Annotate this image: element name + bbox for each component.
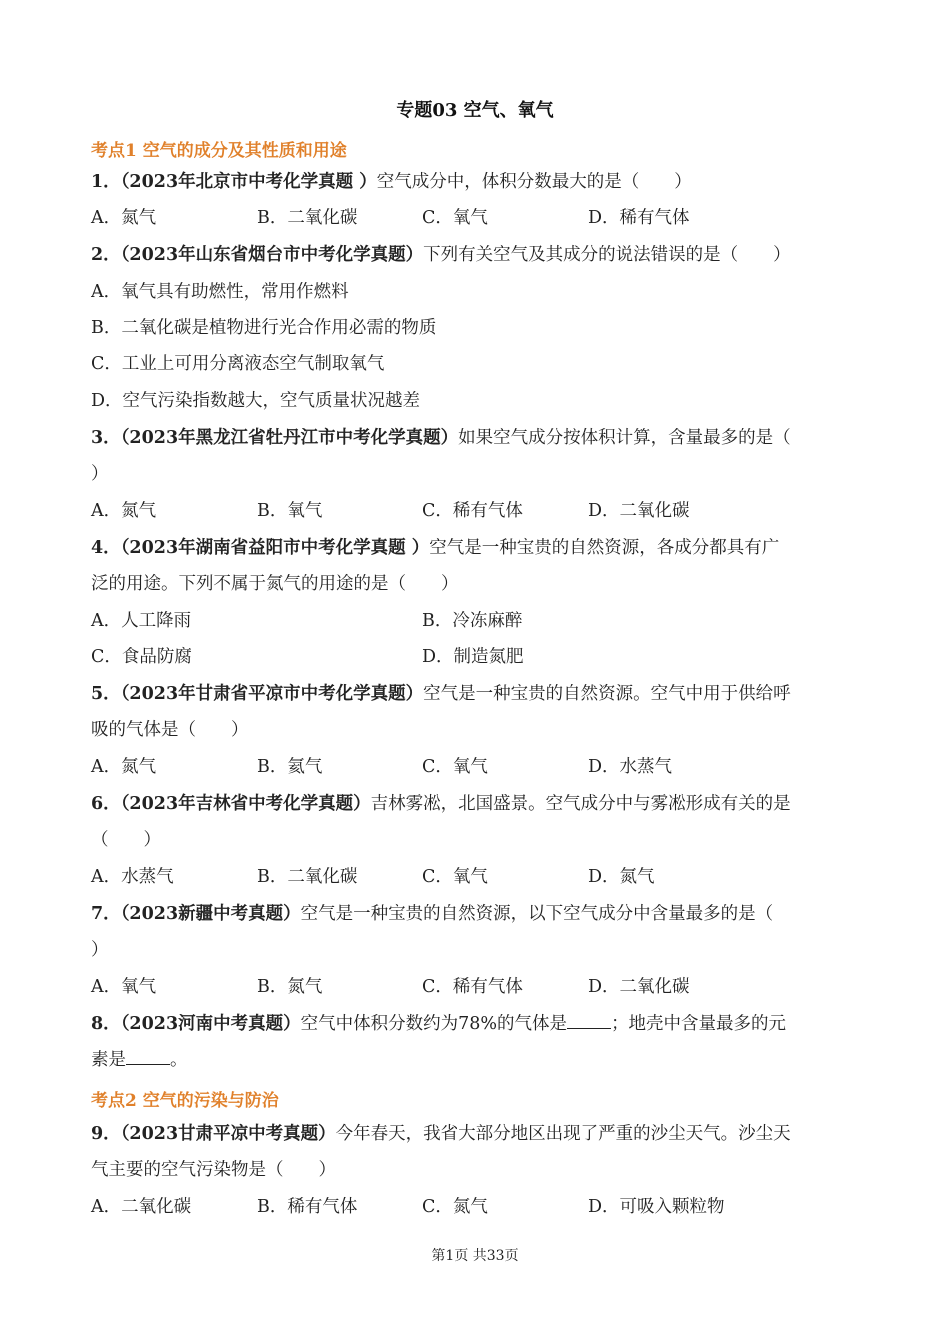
- section-heading-1: 考点1 空气的成分及其性质和用途: [91, 141, 347, 161]
- question-9-continued: 气主要的空气污染物是（ ）: [91, 1160, 336, 1180]
- question-4: [91, 536, 861, 560]
- question-text: 空气是一种宝贵的自然资源，以下空气成分中含量最多的是（: [300, 904, 774, 924]
- option-b: B．冷冻麻醉: [422, 611, 523, 631]
- question-text: 空气是一种宝贵的自然资源，各成分都具有广: [429, 538, 780, 558]
- option-c: C．氧气: [422, 208, 488, 228]
- option-d: D．二氧化碳: [588, 977, 690, 997]
- option-d: D．水蒸气: [588, 757, 673, 777]
- option-d: D．氮气: [588, 867, 655, 887]
- question-number: 6．: [91, 794, 121, 814]
- question-source: （2023年北京市中考化学真题 ）: [120, 172, 377, 192]
- question-text: 素是: [91, 1050, 126, 1070]
- question-text: 空气成分中，体积分数最大的是（ ）: [376, 172, 692, 192]
- question-text: 空气是一种宝贵的自然资源。空气中用于供给呼: [423, 684, 791, 704]
- option-c: C．稀有气体: [422, 501, 523, 521]
- option-a: A．氧气: [91, 977, 157, 997]
- option-c: C．氧气: [422, 867, 488, 887]
- question-5-continued: 吸的气体是（ ）: [91, 720, 249, 740]
- question-7: [91, 902, 861, 926]
- option-a: A．氮气: [91, 501, 157, 521]
- question-3-continued: ）: [91, 464, 109, 484]
- question-text: 。: [170, 1050, 188, 1070]
- page-title: 专题03 空气、氧气: [396, 100, 554, 121]
- question-text: 如果空气成分按体积计算，含量最多的是（: [458, 428, 791, 448]
- option-b: B．二氧化碳: [257, 867, 358, 887]
- option-b: B．氮气: [257, 977, 323, 997]
- question-source: （2023新疆中考真题）: [120, 904, 301, 924]
- question-source: （2023河南中考真题）: [120, 1014, 301, 1034]
- question-text: ；地壳中含量最多的元: [611, 1014, 787, 1034]
- section-heading-2: 考点2 空气的污染与防治: [91, 1091, 279, 1111]
- option-d: D．制造氮肥: [422, 647, 524, 667]
- question-number: 4．: [91, 538, 121, 558]
- option-b: B．二氧化碳: [257, 208, 358, 228]
- question-source: （2023年湖南省益阳市中考化学真题 ）: [120, 538, 430, 558]
- option-b: B．氦气: [257, 757, 323, 777]
- option-d: D．稀有气体: [588, 208, 690, 228]
- question-source: （2023年吉林省中考化学真题）: [120, 794, 371, 814]
- question-6: [91, 792, 861, 816]
- question-4-continued: 泛的用途。下列不属于氮气的用途的是（ ）: [91, 574, 459, 594]
- option-a: A．水蒸气: [91, 867, 174, 887]
- option-c: C．氧气: [422, 757, 488, 777]
- option-a: A．氮气: [91, 208, 157, 228]
- question-8-continued: [91, 1048, 861, 1072]
- option-b: B．稀有气体: [257, 1197, 358, 1217]
- answer-blank[interactable]: [126, 1048, 170, 1065]
- question-source: （2023年山东省烟台市中考化学真题）: [120, 245, 424, 265]
- question-source: （2023甘肃平凉中考真题）: [120, 1124, 336, 1144]
- option-a: A．氧气具有助燃性，常用作燃料: [91, 282, 349, 302]
- option-b: B．二氧化碳是植物进行光合作用必需的物质: [91, 318, 437, 338]
- option-a: A．氮气: [91, 757, 157, 777]
- option-c: C．工业上可用分离液态空气制取氧气: [91, 354, 385, 374]
- question-number: 1．: [91, 172, 121, 192]
- question-number: 8．: [91, 1014, 121, 1034]
- question-5: [91, 682, 861, 706]
- question-2: [91, 243, 861, 267]
- question-text: 空气中体积分数约为78%的气体是: [300, 1014, 568, 1034]
- page-footer: 第1页 共33页: [431, 1248, 519, 1264]
- question-7-continued: ）: [91, 940, 109, 960]
- question-9: [91, 1122, 861, 1146]
- question-8: [91, 1012, 861, 1036]
- question-3: [91, 426, 861, 450]
- option-c: C．稀有气体: [422, 977, 523, 997]
- question-1: [91, 170, 861, 194]
- question-text: 下列有关空气及其成分的说法错误的是（ ）: [423, 245, 791, 265]
- answer-blank[interactable]: [567, 1012, 611, 1029]
- question-text: 吉林雾凇，北国盛景。空气成分中与雾凇形成有关的是: [370, 794, 791, 814]
- question-6-continued: （ ）: [91, 830, 161, 850]
- question-source: （2023年甘肃省平凉市中考化学真题）: [120, 684, 424, 704]
- option-c: C．食品防腐: [91, 647, 192, 667]
- option-a: A．人工降雨: [91, 611, 192, 631]
- option-d: D．二氧化碳: [588, 501, 690, 521]
- question-source: （2023年黑龙江省牡丹江市中考化学真题）: [120, 428, 459, 448]
- option-d: D．空气污染指数越大，空气质量状况越差: [91, 391, 421, 411]
- question-number: 9．: [91, 1124, 121, 1144]
- question-number: 5．: [91, 684, 121, 704]
- question-number: 7．: [91, 904, 121, 924]
- option-c: C．氮气: [422, 1197, 488, 1217]
- option-a: A．二氧化碳: [91, 1197, 192, 1217]
- question-number: 3．: [91, 428, 121, 448]
- option-b: B．氧气: [257, 501, 323, 521]
- option-d: D．可吸入颗粒物: [588, 1197, 725, 1217]
- question-text: 今年春天，我省大部分地区出现了严重的沙尘天气。沙尘天: [335, 1124, 791, 1144]
- question-number: 2．: [91, 245, 121, 265]
